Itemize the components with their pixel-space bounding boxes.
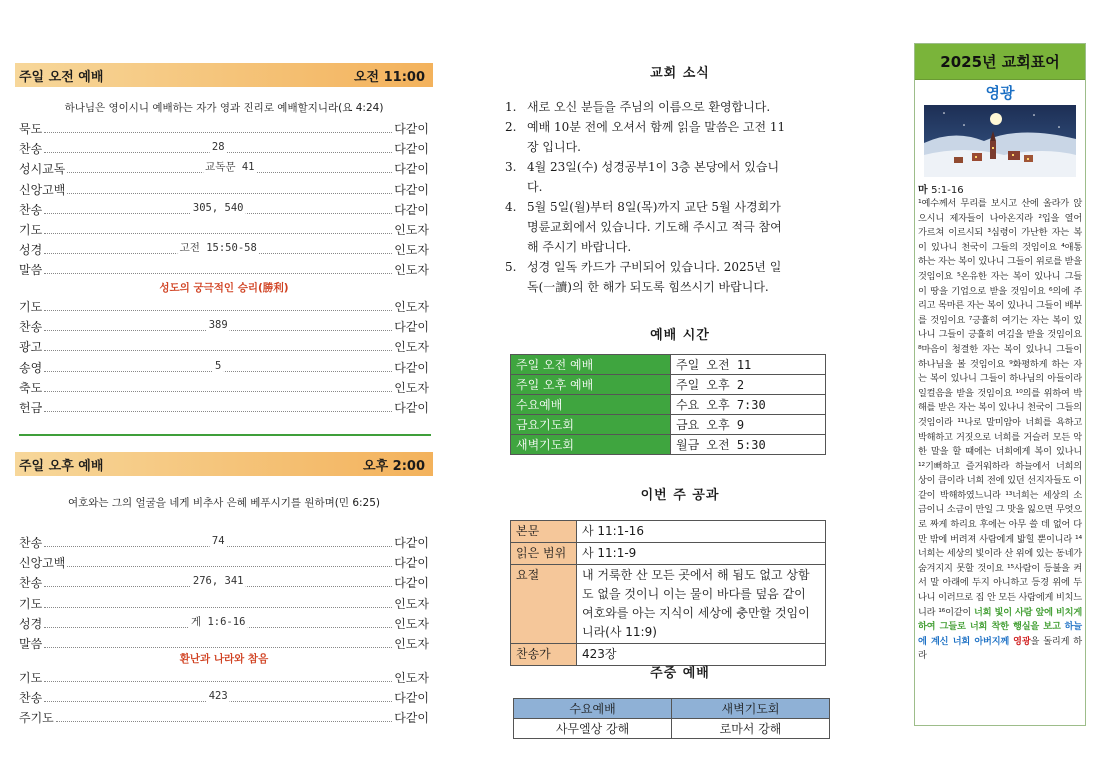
dot-leader xyxy=(44,273,392,274)
schedule-table xyxy=(510,354,826,455)
order-row xyxy=(19,572,429,590)
order-row xyxy=(19,296,429,314)
table-row: 요절 내 거룩한 산 모든 곳에서 해 됨도 없고 상함도 없을 것이니 이는 물이 바다를 덮음 같이 여호와를 아는 지식이 세상에 충만할 것임이니라(사 11:9) xyxy=(511,565,826,644)
scripture-reference: 마 5:1-16 xyxy=(918,185,964,196)
afternoon-service-title: 주일 오후 예배 xyxy=(19,458,104,474)
dot-leader xyxy=(44,411,392,412)
order-row xyxy=(19,667,429,685)
order-row xyxy=(19,158,429,176)
news-item: 4. 5월 5일(월)부터 8일(목)까지 교단 5월 사경회가 명륜교회에서 있습니다. 기도해 주시고 적극 참여해 주시기 바랍니다. xyxy=(505,200,782,254)
table-row: 주일 오전 예배 주일 오전 11 xyxy=(511,355,826,375)
dot-leader xyxy=(44,310,392,311)
order-detail: 423 xyxy=(208,690,228,703)
morning-service-title: 주일 오전 예배 xyxy=(19,69,104,85)
afternoon-verse: 여호와는 그의 얼굴을 네게 비추사 은혜 베푸시기를 원하며(민 6:25) xyxy=(67,497,381,509)
order-label: 기도 xyxy=(19,223,43,237)
order-role: 인도자 xyxy=(394,596,429,611)
order-label: 헌금 xyxy=(19,401,43,415)
order-row xyxy=(19,633,429,651)
order-label: 찬송 xyxy=(19,202,43,217)
order-role: 인도자 xyxy=(394,243,429,258)
dot-leader xyxy=(44,647,392,648)
order-role: 인도자 xyxy=(394,263,429,278)
table-row: 사무엘상 강해 로마서 강해 xyxy=(514,719,830,739)
dot-leader xyxy=(44,607,392,608)
order-label: 찬송 xyxy=(19,536,43,550)
order-detail: 교독문 41 xyxy=(205,161,255,174)
order-role: 인도자 xyxy=(394,223,429,237)
dot-leader xyxy=(67,193,392,194)
order-label: 신앙고백 xyxy=(19,182,66,197)
order-row xyxy=(19,377,429,395)
order-row xyxy=(19,687,429,705)
dot-leader xyxy=(44,233,392,234)
news-item: 1. 새로 오신 분들을 주님의 이름으로 환영합니다. xyxy=(505,100,771,114)
morning-service-header xyxy=(15,63,433,87)
order-row xyxy=(19,336,429,354)
order-role: 인도자 xyxy=(394,637,429,651)
order-row xyxy=(19,179,429,197)
order-label: 찬송 xyxy=(19,142,43,157)
order-role: 다같이 xyxy=(394,536,429,550)
table-row: 수요예배 수요 오후 7:30 xyxy=(511,395,826,415)
news-item: 2. 예배 10분 전에 오셔서 함께 읽을 말씀은 고전 11장 입니다. xyxy=(505,120,786,154)
dot-leader xyxy=(44,681,392,682)
church-motto-panel xyxy=(914,43,1086,726)
midweek-title: 주중 예배 xyxy=(650,666,710,681)
order-role: 다같이 xyxy=(394,182,429,197)
news-item: 3. 4월 23일(수) 성경공부1이 3층 본당에서 있습니다. xyxy=(505,160,780,194)
order-role: 인도자 xyxy=(394,300,429,314)
order-label: 찬송 xyxy=(19,691,43,706)
news-list xyxy=(505,97,790,297)
order-row xyxy=(19,199,429,217)
dot-leader xyxy=(44,132,392,133)
news-title: 교회 소식 xyxy=(650,66,710,81)
order-label: 송영 xyxy=(19,360,43,375)
order-role: 다같이 xyxy=(394,556,429,571)
order-role: 다같이 xyxy=(394,142,429,157)
order-label: 기도 xyxy=(19,596,43,611)
order-role: 다같이 xyxy=(394,576,429,591)
section-divider xyxy=(19,434,431,436)
order-label: 기도 xyxy=(19,671,43,685)
dot-leader xyxy=(44,615,392,628)
order-role: 인도자 xyxy=(394,380,429,395)
order-label: 성시교독 xyxy=(19,162,66,177)
dot-leader xyxy=(44,535,392,547)
dot-leader xyxy=(56,721,392,722)
dot-leader xyxy=(44,575,392,588)
order-label: 기도 xyxy=(19,300,43,314)
order-row xyxy=(19,613,429,631)
order-label: 주기도 xyxy=(19,711,54,726)
order-detail: 고전 15:50-58 xyxy=(179,242,257,255)
winter-village-image xyxy=(924,105,1076,177)
order-label: 말씀 xyxy=(19,263,43,278)
motto-title: 2025년 교회표어 xyxy=(915,44,1085,80)
order-row xyxy=(19,707,429,725)
dot-leader xyxy=(44,690,392,703)
dot-leader xyxy=(67,161,392,174)
order-label: 성경 xyxy=(19,616,43,631)
dot-leader xyxy=(67,566,392,567)
table-row: 찬송가 423장 xyxy=(511,644,826,666)
order-role: 다같이 xyxy=(394,162,429,177)
order-row xyxy=(19,239,429,257)
order-row xyxy=(19,316,429,334)
order-role: 다같이 xyxy=(394,401,429,415)
order-detail: 28 xyxy=(211,141,225,154)
order-label: 광고 xyxy=(19,340,43,355)
order-detail: 389 xyxy=(208,319,228,332)
dot-leader xyxy=(44,141,392,154)
table-row: 수요예배 새벽기도회 xyxy=(514,699,830,719)
dot-leader xyxy=(44,350,392,351)
morning-sermon-title: 성도의 궁극적인 승리(勝利) xyxy=(159,282,289,294)
order-row xyxy=(19,593,429,611)
table-row: 본문 사 11:1-16 xyxy=(511,521,826,543)
order-row xyxy=(19,397,429,415)
order-row xyxy=(19,118,429,136)
order-role: 인도자 xyxy=(394,616,429,631)
order-label: 찬송 xyxy=(19,320,43,335)
order-label: 말씀 xyxy=(19,637,43,651)
order-label: 성경 xyxy=(19,243,43,258)
morning-verse: 하나님은 영이시니 예배하는 자가 영과 진리로 예배할지니라(요 4:24) xyxy=(64,102,384,114)
lesson-title: 이번 주 공과 xyxy=(640,488,720,503)
table-row: 금요기도회 금요 오후 9 xyxy=(511,415,826,435)
order-role: 다같이 xyxy=(394,122,429,136)
order-detail: 305, 540 xyxy=(192,201,244,214)
dot-leader xyxy=(44,319,392,332)
order-detail: 74 xyxy=(211,535,225,547)
order-row xyxy=(19,532,429,550)
order-label: 찬송 xyxy=(19,576,43,591)
order-row xyxy=(19,552,429,570)
afternoon-service-time: 오후 2:00 xyxy=(363,458,425,474)
table-row: 주일 오후 예배 주일 오후 2 xyxy=(511,375,826,395)
lesson-table xyxy=(510,520,826,666)
order-role: 다같이 xyxy=(394,360,429,375)
order-row xyxy=(19,219,429,237)
morning-service-time: 오전 11:00 xyxy=(353,69,425,85)
schedule-title: 예배 시간 xyxy=(650,328,710,343)
order-detail: 276, 341 xyxy=(192,575,244,588)
dot-leader xyxy=(44,359,392,372)
order-role: 인도자 xyxy=(394,340,429,355)
scripture-text: ¹예수께서 무리를 보시고 산에 올라가 앉으시니 제자들이 나아온지라 ²입을 열어 가르쳐 이르시되 ³심령이 가난한 자는 복이 있나니 천국이 그들의 것임이요 ⁴애통하는 자는 복이 있나니 그들이 위로를 받을 것임이요 ⁵온유한 자는 복이 있나니 그들이 땅을 기업으로 받을 것임이요 ⁶의에 주리고 목마른 자는 복이 있나니 그들이 배부를 것임이요 ⁷긍휼히 여기는 자는 복이 있나니 그들이 긍휼히 여김을 받을 것임이요 ⁸마음이 청결한 자는 복이 있나니 그들이 하나님을 볼 것임이요 ⁹화평하게 하는 자는 복이 있나니 그들이 하나님의 아들이라 일컬음을 받을 것임이요 ¹⁰의를 위하여 박해를 받은 자는 복이 있나니 천국이 그들의 것임이라 ¹¹나로 말미암아 너희를 욕하고 박해하고 거짓으로 너희를 거슬러 모든 악한 말을 할 때에는 너희에게 복이 있나니 ¹²기뻐하고 즐거워하라 하늘에서 너희의 상이 큼이라 너희 전에 있던 선지자들도 이같이 박해하였느니라 ¹³너희는 세상의 소금이니 소금이 만일 그 맛을 잃으면 무엇으로 짜게 하리요 후에는 아무 쓸 데 없어 다만 밖에 버려져 사람에게 밟힐 뿐이니라 ¹⁴너희는 세상의 빛이라 산 위에 있는 동네가 숨겨지지 못할 것이요 ¹⁵사람이 등불을 켜서 말 아래에 두지 아니하고 등경 위에 두나니 이러므로 집 안 모든 사람에게 비치느니라 ¹⁶이같이 너희 빛이 사람 앞에 비치게 하여 그들로 너희 착한 행실을 보고 하늘에 계신 너희 아버지께 영광을 돌리게 하라 xyxy=(918,198,1082,662)
order-row xyxy=(19,259,429,277)
afternoon-sermon-title: 환난과 나라와 참음 xyxy=(179,653,269,665)
table-row: 읽은 범위 사 11:1-9 xyxy=(511,543,826,565)
order-role: 다같이 xyxy=(394,711,429,726)
news-item: 5. 성경 일독 카드가 구비되어 있습니다. 2025년 일독(一讀)의 한 해가 되도록 힘쓰시기 바랍니다. xyxy=(505,260,782,294)
order-detail: 게 1:6-16 xyxy=(191,615,246,628)
motto-theme: 영광 xyxy=(985,84,1015,102)
order-role: 다같이 xyxy=(394,320,429,335)
dot-leader xyxy=(44,242,392,255)
order-role: 인도자 xyxy=(394,671,429,685)
table-row: 새벽기도회 월금 오전 5:30 xyxy=(511,435,826,455)
order-label: 축도 xyxy=(19,380,43,395)
midweek-table xyxy=(513,698,830,739)
order-role: 다같이 xyxy=(394,691,429,706)
order-row xyxy=(19,357,429,375)
dot-leader xyxy=(44,201,392,214)
dot-leader xyxy=(44,391,392,392)
order-row xyxy=(19,138,429,156)
order-role: 다같이 xyxy=(394,202,429,217)
afternoon-service-header xyxy=(15,452,433,476)
order-detail: 5 xyxy=(215,359,222,372)
order-label: 묵도 xyxy=(19,122,43,136)
order-label: 신앙고백 xyxy=(19,556,66,571)
